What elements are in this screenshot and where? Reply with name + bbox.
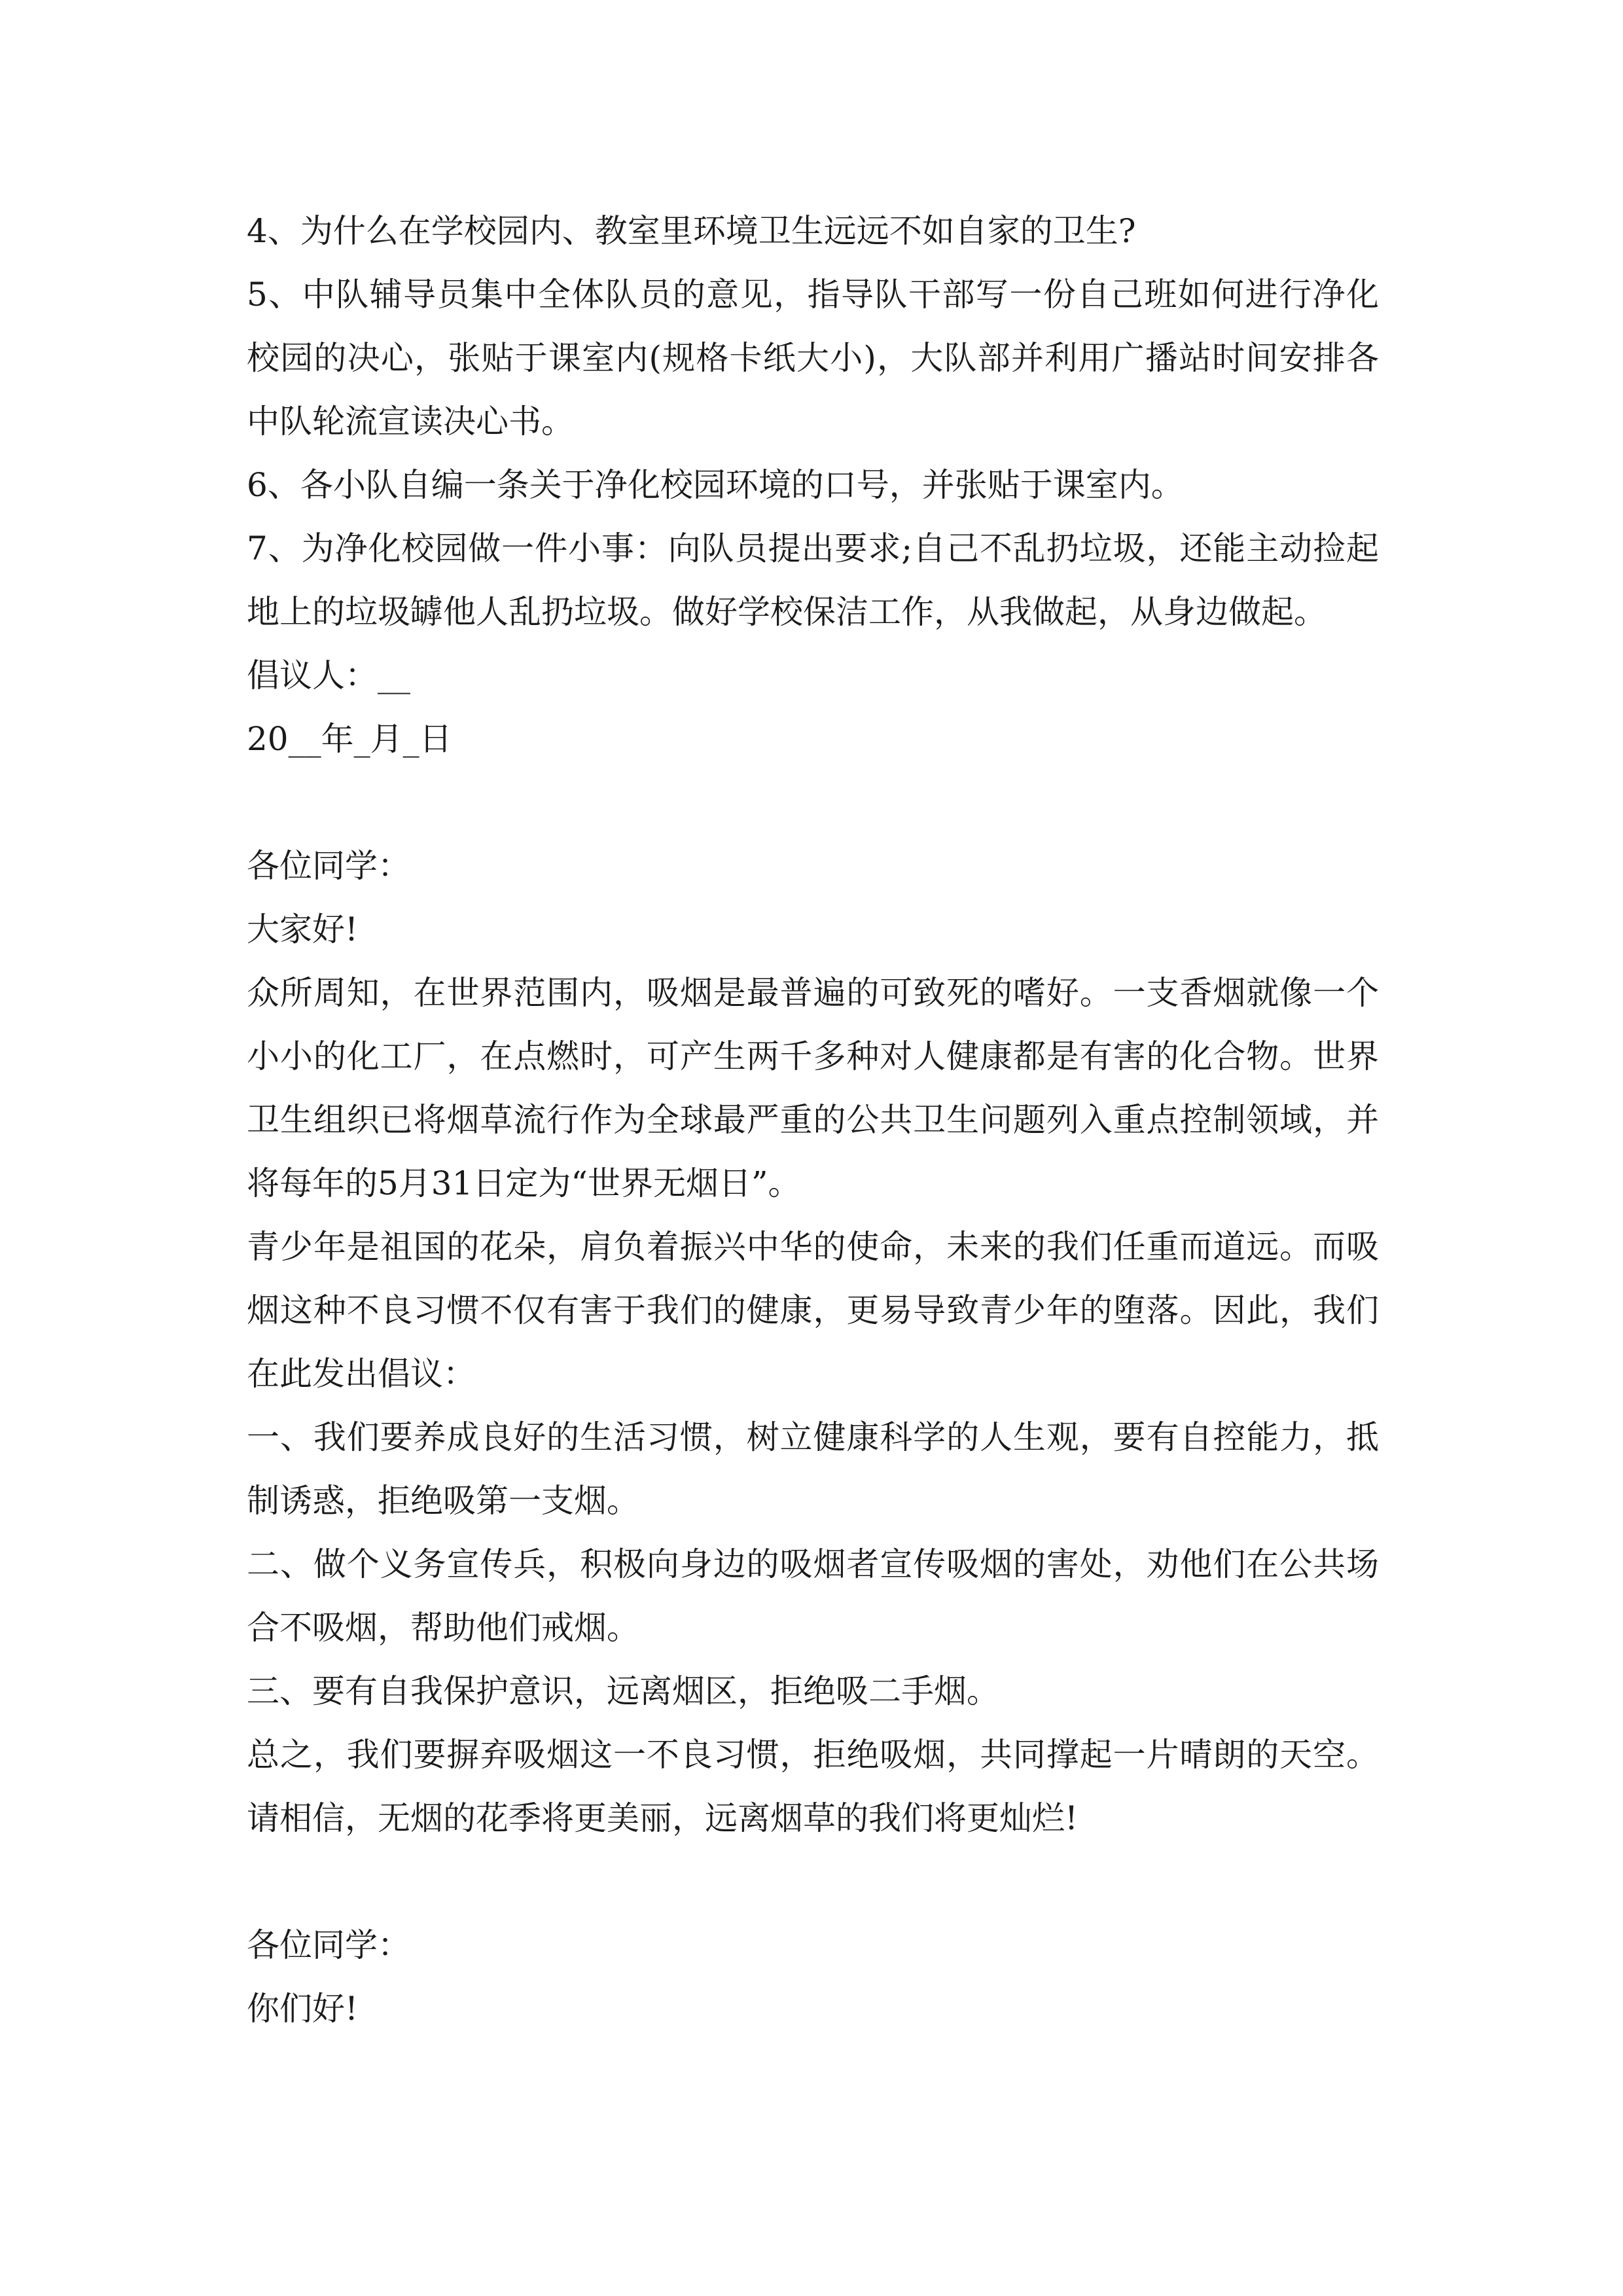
greeting: 大家好! (247, 910, 359, 948)
paragraph: 6、各小队自编一条关于净化校园环境的口号，并张贴于课室内。 (247, 466, 1184, 504)
paragraph: 一、我们要养成良好的生活习惯，树立健康科学的人生观，要有自控能力，抵制诱惑，拒绝吸第一支烟。 (247, 1418, 1379, 1520)
paragraph: 5、中队辅导员集中全体队员的意见，指导队干部写一份自己班如何进行净化校园的决心，张贴于课室内(规格卡纸大小)，大队部并利用广播站时间安排各中队轮流宣读决心书。 (247, 276, 1379, 440)
paragraph: 7、为净化校园做一件小事：向队员提出要求;自己不乱扔垃圾，还能主动捡起地上的垃圾罅他人乱扔垃圾。做好学校保洁工作，从我做起，从身边做起。 (247, 529, 1379, 631)
salutation: 各位同学： (247, 1926, 410, 1964)
paragraph: 青少年是祖国的花朵，肩负着振兴中华的使命，未来的我们任重而道远。而吸烟这种不良习惯不仅有害于我们的健康，更易导致青少年的堕落。因此，我们在此发出倡议： (247, 1228, 1379, 1393)
paragraph: 三、要有自我保护意识，远离烟区，拒绝吸二手烟。 (247, 1672, 999, 1710)
greeting: 你们好! (247, 1990, 359, 2028)
section-gap (247, 771, 1379, 834)
signature-line: 倡议人：__ (247, 656, 410, 694)
paragraph: 4、为什么在学校园内、教室里环境卫生远远不如自家的卫生? (247, 212, 1136, 250)
salutation: 各位同学： (247, 847, 410, 885)
paragraph: 众所周知，在世界范围内，吸烟是最普遍的可致死的嗜好。一支香烟就像一个小小的化工厂，在点燃时，可产生两千多种对人健康都是有害的化合物。世界卫生组织已将烟草流行作为全球最严重的公共卫生问题列入重点控制领域，并将每年的5月31日定为“世界无烟日”。 (247, 974, 1379, 1202)
document-body (247, 200, 1379, 2041)
paragraph: 总之，我们要摒弃吸烟这一不良习惯，拒绝吸烟，共同撑起一片晴朗的天空。请相信，无烟的花季将更美丽，远离烟草的我们将更灿烂! (247, 1736, 1379, 1837)
paragraph: 二、做个义务宣传兵，积极向身边的吸烟者宣传吸烟的害处，劝他们在公共场合不吸烟，帮助他们戒烟。 (247, 1545, 1379, 1647)
date-line: 20__年_月_日 (247, 720, 452, 758)
section-gap (247, 1850, 1379, 1914)
